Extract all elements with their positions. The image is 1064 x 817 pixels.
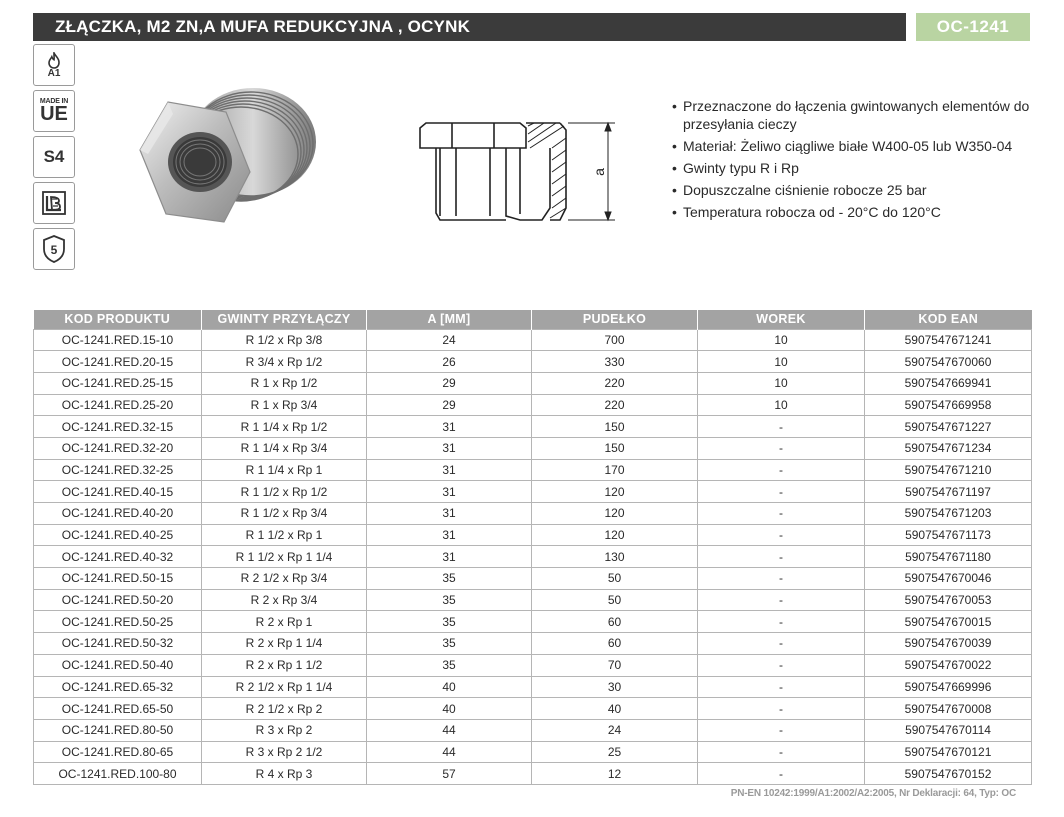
table-cell: - [698,589,865,611]
table-cell: OC-1241.RED.40-25 [34,524,202,546]
table-cell: 5907547669996 [865,676,1032,698]
table-cell: OC-1241.RED.50-32 [34,633,202,655]
dimension-a-label: a [591,168,607,176]
table-cell: R 2 1/2 x Rp 3/4 [202,568,367,590]
table-cell: R 2 1/2 x Rp 1 1/4 [202,676,367,698]
table-row [34,589,1032,611]
table-cell: 57 [367,763,532,785]
table-cell: 5907547671234 [865,437,1032,459]
table-cell: OC-1241.RED.80-50 [34,719,202,741]
table-cell: OC-1241.RED.50-40 [34,654,202,676]
table-cell: R 1/2 x Rp 3/8 [202,329,367,351]
table-cell: R 1 1/4 x Rp 1/2 [202,416,367,438]
table-cell: OC-1241.RED.50-15 [34,568,202,590]
table-cell: 5907547671203 [865,503,1032,525]
table-row [34,719,1032,741]
table-row [34,481,1032,503]
table-cell: OC-1241.RED.25-15 [34,372,202,394]
table-row [34,394,1032,416]
column-header: A [MM] [367,310,532,329]
table-row [34,763,1032,785]
table-cell: 5907547671241 [865,329,1032,351]
table-cell: R 2 x Rp 1 [202,611,367,633]
table-cell: 150 [532,437,698,459]
table-cell: OC-1241.RED.25-20 [34,394,202,416]
table-cell: 5907547671180 [865,546,1032,568]
table-cell: 40 [532,698,698,720]
table-cell: 5907547671197 [865,481,1032,503]
table-cell: 35 [367,589,532,611]
table-cell: - [698,676,865,698]
table-cell: 70 [532,654,698,676]
table-row [34,437,1032,459]
table-cell: 10 [698,372,865,394]
table-row [34,524,1032,546]
table-cell: 5907547670121 [865,741,1032,763]
table-cell: R 1 1/2 x Rp 1 1/4 [202,546,367,568]
table-cell: 31 [367,481,532,503]
table-cell: R 1 1/2 x Rp 1/2 [202,481,367,503]
table-cell: 5907547671173 [865,524,1032,546]
table-cell: 35 [367,654,532,676]
table-cell: 10 [698,329,865,351]
threaded-pipe-icon [41,190,67,216]
table-cell: 35 [367,611,532,633]
table-cell: - [698,459,865,481]
table-cell: 44 [367,719,532,741]
table-cell: 31 [367,503,532,525]
table-cell: R 1 1/4 x Rp 3/4 [202,437,367,459]
table-cell: 40 [367,676,532,698]
table-cell: - [698,524,865,546]
table-cell: - [698,416,865,438]
table-cell: OC-1241.RED.65-32 [34,676,202,698]
table-cell: R 3 x Rp 2 1/2 [202,741,367,763]
table-cell: - [698,698,865,720]
table-cell: 5907547670046 [865,568,1032,590]
table-row [34,568,1032,590]
table-cell: 170 [532,459,698,481]
table-cell: OC-1241.RED.20-15 [34,351,202,373]
table-cell: - [698,481,865,503]
table-cell: 5907547670053 [865,589,1032,611]
table-cell: R 1 1/4 x Rp 1 [202,459,367,481]
table-cell: 50 [532,568,698,590]
table-cell: R 1 1/2 x Rp 1 [202,524,367,546]
column-header: KOD EAN [865,310,1032,329]
table-cell: 5907547669958 [865,394,1032,416]
table-cell: - [698,654,865,676]
table-cell: 29 [367,372,532,394]
table-row [34,611,1032,633]
table-cell: 120 [532,481,698,503]
table-cell: 29 [367,394,532,416]
table-row [34,372,1032,394]
table-cell: R 3 x Rp 2 [202,719,367,741]
product-title: ZŁĄCZKA, M2 ZN,A MUFA REDUKCYJNA , OCYNK [33,13,906,41]
table-row [34,698,1032,720]
table-body [34,329,1032,784]
table-cell: - [698,503,865,525]
table-cell: 5907547670152 [865,763,1032,785]
table-cell: OC-1241.RED.65-50 [34,698,202,720]
flame-icon [47,52,61,69]
table-cell: OC-1241.RED.80-65 [34,741,202,763]
table-row [34,633,1032,655]
technical-drawing [410,108,625,233]
table-row [34,741,1032,763]
table-cell: 220 [532,394,698,416]
feature-item: • Przeznaczone do łączenia gwintowanych elementów do przesyłania cieczy [672,97,1052,133]
warranty-years-label: 5 [50,243,58,257]
column-header: GWINTY PRZYŁĄCZY [202,310,367,329]
table-cell: 40 [367,698,532,720]
table-cell: R 3/4 x Rp 1/2 [202,351,367,373]
table-cell: - [698,741,865,763]
table-header-row [34,310,1032,329]
table-cell: R 2 x Rp 3/4 [202,589,367,611]
table-cell: OC-1241.RED.32-25 [34,459,202,481]
table-cell: 5907547670060 [865,351,1032,373]
table-cell: 31 [367,524,532,546]
table-cell: - [698,437,865,459]
table-cell: 24 [367,329,532,351]
table-cell: 12 [532,763,698,785]
table-cell: R 1 x Rp 1/2 [202,372,367,394]
product-code-badge: OC-1241 [916,13,1030,41]
table-cell: R 2 1/2 x Rp 2 [202,698,367,720]
table-cell: - [698,611,865,633]
table-cell: 31 [367,416,532,438]
ue-label: UE [40,103,68,125]
table-row [34,503,1032,525]
standards-footnote: PN-EN 10242:1999/A1:2002/A2:2005, Nr Deklaracji: 64, Typ: OC [730,788,1016,799]
table-cell: 50 [532,589,698,611]
table-cell: OC-1241.RED.32-15 [34,416,202,438]
feature-item: • Materiał: Żeliwo ciągliwe białe W400-05 lub W350-04 [672,137,1052,155]
s4-icon [33,136,75,178]
table-cell: OC-1241.RED.40-32 [34,546,202,568]
feature-list [672,97,1052,225]
table-cell: 26 [367,351,532,373]
table-cell: 130 [532,546,698,568]
table-cell: 35 [367,633,532,655]
table-row [34,546,1032,568]
table-row [34,459,1032,481]
table-cell: 330 [532,351,698,373]
table-cell: R 2 x Rp 1 1/4 [202,633,367,655]
shield-icon [41,234,67,264]
made-in-ue-icon [33,90,75,132]
table-cell: 30 [532,676,698,698]
table-cell: 31 [367,459,532,481]
table-cell: OC-1241.RED.32-20 [34,437,202,459]
table-cell: 31 [367,546,532,568]
table-cell: OC-1241.RED.100-80 [34,763,202,785]
product-photo [128,62,328,262]
table-cell: - [698,763,865,785]
table-cell: 31 [367,437,532,459]
made-in-label: MADE IN [39,98,69,105]
table-row [34,654,1032,676]
table-cell: 5907547671227 [865,416,1032,438]
table-cell: R 1 1/2 x Rp 3/4 [202,503,367,525]
table-cell: 220 [532,372,698,394]
table-cell: R 4 x Rp 3 [202,763,367,785]
table-cell: OC-1241.RED.40-15 [34,481,202,503]
column-header: PUDEŁKO [532,310,698,329]
feature-item: • Temperatura robocza od - 20°C do 120°C [672,203,1052,221]
table-cell: 24 [532,719,698,741]
column-header: WOREK [698,310,865,329]
table-cell: 5907547670008 [865,698,1032,720]
table-cell: 700 [532,329,698,351]
table-cell: - [698,719,865,741]
warranty-5-icon [33,228,75,270]
table-cell: 10 [698,351,865,373]
table-cell: 5907547670039 [865,633,1032,655]
feature-item: • Gwinty typu R i Rp [672,159,1052,177]
table-row [34,351,1032,373]
table-cell: R 1 x Rp 3/4 [202,394,367,416]
table-cell: 5907547670022 [865,654,1032,676]
table-cell: 150 [532,416,698,438]
column-header: KOD PRODUKTU [34,310,202,329]
table-cell: 120 [532,503,698,525]
table-cell: 60 [532,633,698,655]
table-cell: 60 [532,611,698,633]
table-row [34,416,1032,438]
table-cell: 5907547670015 [865,611,1032,633]
table-cell: 5907547670114 [865,719,1032,741]
table-cell: - [698,546,865,568]
s4-label: S4 [43,147,65,166]
table-cell: OC-1241.RED.40-20 [34,503,202,525]
table-cell: 10 [698,394,865,416]
table-cell: OC-1241.RED.15-10 [34,329,202,351]
table-cell: 35 [367,568,532,590]
table-cell: 25 [532,741,698,763]
table-cell: 5907547669941 [865,372,1032,394]
table-cell: 5907547671210 [865,459,1032,481]
fire-class-a1-icon [33,44,75,86]
fire-class-label: A1 [47,67,61,79]
table-cell: OC-1241.RED.50-25 [34,611,202,633]
product-spec-table [33,310,1032,785]
feature-item: • Dopuszczalne ciśnienie robocze 25 bar [672,181,1052,199]
thread-standard-icon [33,182,75,224]
table-cell: R 2 x Rp 1 1/2 [202,654,367,676]
table-cell: - [698,568,865,590]
table-cell: OC-1241.RED.50-20 [34,589,202,611]
table-row [34,329,1032,351]
table-cell: - [698,633,865,655]
table-cell: 120 [532,524,698,546]
table-cell: 44 [367,741,532,763]
certification-icons [33,44,76,274]
table-row [34,676,1032,698]
